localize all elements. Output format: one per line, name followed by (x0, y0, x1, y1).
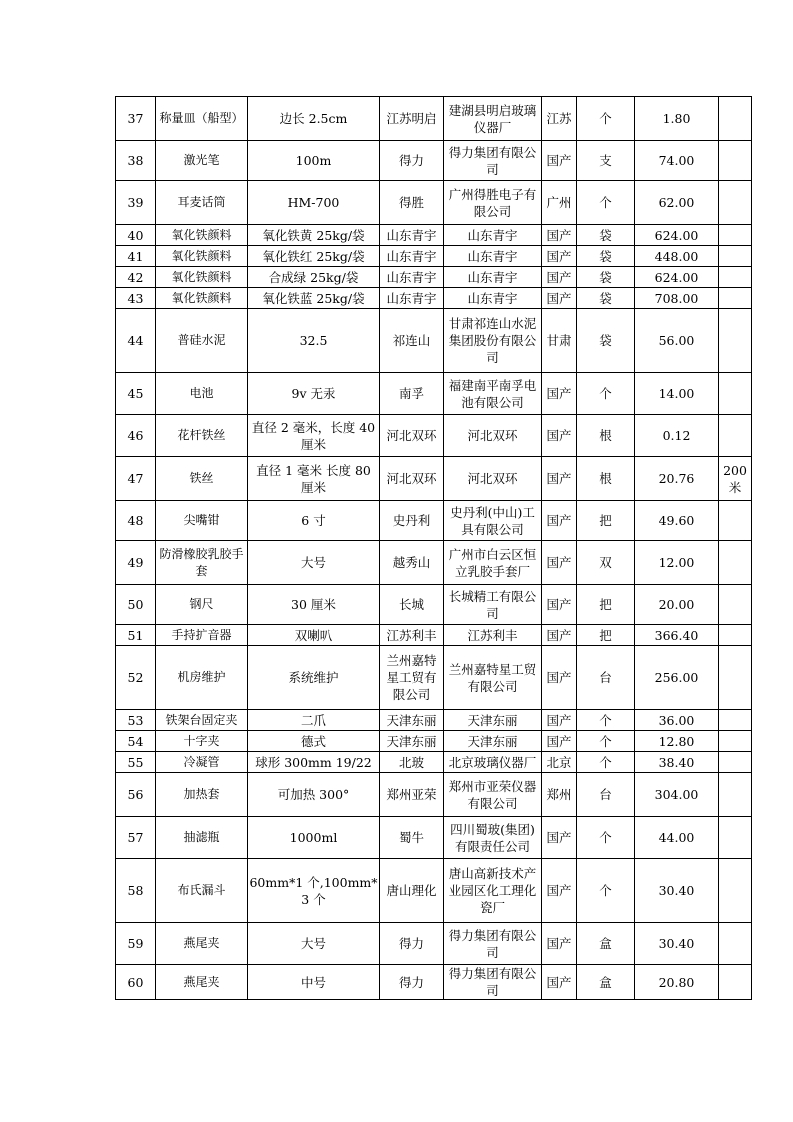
item-unit: 袋 (577, 267, 635, 288)
item-note (719, 859, 752, 923)
item-price: 304.00 (635, 773, 719, 817)
item-note (719, 267, 752, 288)
item-price: 56.00 (635, 309, 719, 373)
item-name: 称量皿（船型） (156, 97, 248, 141)
table-row (116, 415, 752, 457)
item-note (719, 773, 752, 817)
item-brand: 天津东丽 (380, 710, 444, 731)
item-origin: 国产 (542, 710, 577, 731)
row-number: 56 (116, 773, 156, 817)
item-unit: 把 (577, 625, 635, 646)
item-unit: 个 (577, 97, 635, 141)
item-maker: 福建南平南孚电池有限公司 (444, 373, 542, 415)
item-maker: 河北双环 (444, 415, 542, 457)
table-row (116, 246, 752, 267)
item-price: 624.00 (635, 267, 719, 288)
item-brand: 长城 (380, 585, 444, 625)
item-maker: 得力集团有限公司 (444, 141, 542, 181)
item-origin: 国产 (542, 859, 577, 923)
item-spec: 二爪 (248, 710, 380, 731)
item-name: 铁架台固定夹 (156, 710, 248, 731)
table-row (116, 731, 752, 752)
item-maker: 史丹利(中山)工具有限公司 (444, 501, 542, 541)
item-price: 20.80 (635, 965, 719, 1000)
item-price: 366.40 (635, 625, 719, 646)
item-name: 氧化铁颜料 (156, 246, 248, 267)
row-number: 60 (116, 965, 156, 1000)
item-note: 200米 (719, 457, 752, 501)
item-unit: 个 (577, 731, 635, 752)
table-row (116, 859, 752, 923)
table-row (116, 965, 752, 1000)
item-unit: 个 (577, 710, 635, 731)
item-name: 尖嘴钳 (156, 501, 248, 541)
table-row (116, 817, 752, 859)
item-spec: 边长 2.5cm (248, 97, 380, 141)
item-note (719, 373, 752, 415)
item-name: 冷凝管 (156, 752, 248, 773)
item-brand: 唐山理化 (380, 859, 444, 923)
item-unit: 个 (577, 752, 635, 773)
item-brand: 山东青宇 (380, 225, 444, 246)
item-brand: 得力 (380, 923, 444, 965)
item-unit: 个 (577, 373, 635, 415)
item-origin: 国产 (542, 457, 577, 501)
row-number: 46 (116, 415, 156, 457)
table-row (116, 923, 752, 965)
item-origin: 国产 (542, 965, 577, 1000)
item-unit: 个 (577, 817, 635, 859)
item-unit: 支 (577, 141, 635, 181)
item-name: 电池 (156, 373, 248, 415)
item-name: 耳麦话筒 (156, 181, 248, 225)
item-brand: 北玻 (380, 752, 444, 773)
item-note (719, 415, 752, 457)
item-maker: 兰州嘉特星工贸有限公司 (444, 646, 542, 710)
item-maker: 山东青宇 (444, 246, 542, 267)
item-name: 氧化铁颜料 (156, 225, 248, 246)
item-maker: 山东青宇 (444, 267, 542, 288)
item-spec: 直径 2 毫米，长度 40 厘米 (248, 415, 380, 457)
item-brand: 蜀牛 (380, 817, 444, 859)
item-brand: 得胜 (380, 181, 444, 225)
table-row (116, 773, 752, 817)
item-spec: 可加热 300° (248, 773, 380, 817)
item-price: 44.00 (635, 817, 719, 859)
item-note (719, 181, 752, 225)
row-number: 59 (116, 923, 156, 965)
table-row (116, 625, 752, 646)
item-note (719, 710, 752, 731)
item-spec: HM-700 (248, 181, 380, 225)
item-name: 花杆铁丝 (156, 415, 248, 457)
item-price: 20.00 (635, 585, 719, 625)
item-note (719, 141, 752, 181)
row-number: 37 (116, 97, 156, 141)
item-note (719, 246, 752, 267)
item-spec: 德式 (248, 731, 380, 752)
table-row (116, 181, 752, 225)
item-brand: 郑州亚荣 (380, 773, 444, 817)
item-price: 49.60 (635, 501, 719, 541)
product-table (115, 96, 752, 1000)
item-price: 36.00 (635, 710, 719, 731)
table-row (116, 373, 752, 415)
item-spec: 氧化铁黄 25kg/袋 (248, 225, 380, 246)
item-origin: 国产 (542, 246, 577, 267)
row-number: 55 (116, 752, 156, 773)
item-spec: 合成绿 25kg/袋 (248, 267, 380, 288)
row-number: 39 (116, 181, 156, 225)
item-brand: 河北双环 (380, 415, 444, 457)
item-origin: 国产 (542, 541, 577, 585)
item-note (719, 731, 752, 752)
item-origin: 国产 (542, 817, 577, 859)
item-maker: 河北双环 (444, 457, 542, 501)
row-number: 42 (116, 267, 156, 288)
item-origin: 国产 (542, 225, 577, 246)
item-maker: 江苏利丰 (444, 625, 542, 646)
row-number: 47 (116, 457, 156, 501)
item-brand: 山东青宇 (380, 288, 444, 309)
item-price: 30.40 (635, 923, 719, 965)
item-spec: 9v 无汞 (248, 373, 380, 415)
item-unit: 台 (577, 773, 635, 817)
item-origin: 国产 (542, 267, 577, 288)
row-number: 38 (116, 141, 156, 181)
item-price: 0.12 (635, 415, 719, 457)
item-maker: 唐山高新技术产业园区化工理化瓷厂 (444, 859, 542, 923)
item-name: 激光笔 (156, 141, 248, 181)
item-brand: 山东青宇 (380, 267, 444, 288)
item-unit: 袋 (577, 246, 635, 267)
item-spec: 1000ml (248, 817, 380, 859)
item-brand: 南孚 (380, 373, 444, 415)
item-name: 手持扩音器 (156, 625, 248, 646)
row-number: 51 (116, 625, 156, 646)
item-price: 12.00 (635, 541, 719, 585)
item-maker: 广州得胜电子有限公司 (444, 181, 542, 225)
table-row (116, 585, 752, 625)
item-origin: 国产 (542, 731, 577, 752)
item-origin: 国产 (542, 585, 577, 625)
item-maker: 甘肃祁连山水泥集团股份有限公司 (444, 309, 542, 373)
item-maker: 天津东丽 (444, 710, 542, 731)
item-price: 14.00 (635, 373, 719, 415)
item-maker: 建湖县明启玻璃仪器厂 (444, 97, 542, 141)
item-unit: 把 (577, 585, 635, 625)
item-spec: 大号 (248, 923, 380, 965)
item-unit: 根 (577, 415, 635, 457)
table-row (116, 267, 752, 288)
item-name: 十字夹 (156, 731, 248, 752)
item-name: 机房维护 (156, 646, 248, 710)
item-origin: 国产 (542, 288, 577, 309)
item-note (719, 625, 752, 646)
item-spec: 100m (248, 141, 380, 181)
item-spec: 系统维护 (248, 646, 380, 710)
item-price: 1.80 (635, 97, 719, 141)
item-note (719, 309, 752, 373)
item-unit: 袋 (577, 309, 635, 373)
item-origin: 国产 (542, 141, 577, 181)
row-number: 54 (116, 731, 156, 752)
item-spec: 氧化铁蓝 25kg/袋 (248, 288, 380, 309)
item-maker: 长城精工有限公司 (444, 585, 542, 625)
item-maker: 得力集团有限公司 (444, 965, 542, 1000)
item-note (719, 965, 752, 1000)
item-maker: 四川蜀玻(集团)有限责任公司 (444, 817, 542, 859)
table-row (116, 541, 752, 585)
item-unit: 袋 (577, 225, 635, 246)
table-row (116, 309, 752, 373)
item-unit: 袋 (577, 288, 635, 309)
item-spec: 球形 300mm 19/22 (248, 752, 380, 773)
row-number: 43 (116, 288, 156, 309)
item-spec: 6 寸 (248, 501, 380, 541)
item-name: 氧化铁颜料 (156, 288, 248, 309)
row-number: 40 (116, 225, 156, 246)
item-note (719, 541, 752, 585)
item-unit: 个 (577, 859, 635, 923)
item-brand: 史丹利 (380, 501, 444, 541)
item-name: 防滑橡胶乳胶手套 (156, 541, 248, 585)
item-unit: 双 (577, 541, 635, 585)
item-maker: 山东青宇 (444, 288, 542, 309)
item-note (719, 288, 752, 309)
item-name: 布氏漏斗 (156, 859, 248, 923)
item-brand: 祁连山 (380, 309, 444, 373)
item-brand: 江苏明启 (380, 97, 444, 141)
item-brand: 河北双环 (380, 457, 444, 501)
item-brand: 得力 (380, 141, 444, 181)
item-unit: 盒 (577, 923, 635, 965)
item-maker: 天津东丽 (444, 731, 542, 752)
table-row (116, 752, 752, 773)
item-price: 20.76 (635, 457, 719, 501)
row-number: 58 (116, 859, 156, 923)
row-number: 52 (116, 646, 156, 710)
table-row (116, 141, 752, 181)
table-row (116, 288, 752, 309)
item-spec: 60mm*1 个,100mm*3 个 (248, 859, 380, 923)
row-number: 45 (116, 373, 156, 415)
item-price: 708.00 (635, 288, 719, 309)
item-maker: 广州市白云区恒立乳胶手套厂 (444, 541, 542, 585)
item-spec: 氧化铁红 25kg/袋 (248, 246, 380, 267)
item-price: 448.00 (635, 246, 719, 267)
row-number: 44 (116, 309, 156, 373)
item-note (719, 817, 752, 859)
item-note (719, 225, 752, 246)
item-brand: 兰州嘉特星工贸有限公司 (380, 646, 444, 710)
item-brand: 山东青宇 (380, 246, 444, 267)
row-number: 57 (116, 817, 156, 859)
item-name: 普硅水泥 (156, 309, 248, 373)
item-price: 62.00 (635, 181, 719, 225)
table-row (116, 225, 752, 246)
row-number: 48 (116, 501, 156, 541)
item-origin: 国产 (542, 625, 577, 646)
item-price: 12.80 (635, 731, 719, 752)
item-origin: 江苏 (542, 97, 577, 141)
row-number: 41 (116, 246, 156, 267)
item-brand: 越秀山 (380, 541, 444, 585)
item-origin: 甘肃 (542, 309, 577, 373)
item-origin: 国产 (542, 373, 577, 415)
item-origin: 广州 (542, 181, 577, 225)
table-row (116, 646, 752, 710)
item-origin: 国产 (542, 501, 577, 541)
item-unit: 盒 (577, 965, 635, 1000)
item-unit: 根 (577, 457, 635, 501)
item-note (719, 646, 752, 710)
item-spec: 双喇叭 (248, 625, 380, 646)
table-row (116, 457, 752, 501)
item-name: 燕尾夹 (156, 965, 248, 1000)
item-note (719, 923, 752, 965)
item-maker: 北京玻璃仪器厂 (444, 752, 542, 773)
item-price: 38.40 (635, 752, 719, 773)
item-spec: 30 厘米 (248, 585, 380, 625)
item-origin: 北京 (542, 752, 577, 773)
item-origin: 国产 (542, 646, 577, 710)
item-name: 抽滤瓶 (156, 817, 248, 859)
item-name: 钢尺 (156, 585, 248, 625)
row-number: 49 (116, 541, 156, 585)
item-brand: 江苏利丰 (380, 625, 444, 646)
item-name: 燕尾夹 (156, 923, 248, 965)
item-unit: 台 (577, 646, 635, 710)
item-origin: 国产 (542, 923, 577, 965)
item-spec: 大号 (248, 541, 380, 585)
item-note (719, 97, 752, 141)
item-maker: 得力集团有限公司 (444, 923, 542, 965)
item-brand: 天津东丽 (380, 731, 444, 752)
item-name: 加热套 (156, 773, 248, 817)
item-note (719, 752, 752, 773)
item-note (719, 585, 752, 625)
item-origin: 国产 (542, 415, 577, 457)
item-note (719, 501, 752, 541)
row-number: 53 (116, 710, 156, 731)
table-row (116, 501, 752, 541)
item-price: 30.40 (635, 859, 719, 923)
table-row (116, 710, 752, 731)
item-name: 铁丝 (156, 457, 248, 501)
item-origin: 郑州 (542, 773, 577, 817)
item-unit: 把 (577, 501, 635, 541)
item-name: 氧化铁颜料 (156, 267, 248, 288)
item-price: 624.00 (635, 225, 719, 246)
table-row (116, 97, 752, 141)
item-spec: 32.5 (248, 309, 380, 373)
item-spec: 中号 (248, 965, 380, 1000)
item-spec: 直径 1 毫米 长度 80 厘米 (248, 457, 380, 501)
item-maker: 郑州市亚荣仪器有限公司 (444, 773, 542, 817)
item-price: 256.00 (635, 646, 719, 710)
table-body (116, 97, 752, 1000)
item-price: 74.00 (635, 141, 719, 181)
row-number: 50 (116, 585, 156, 625)
item-unit: 个 (577, 181, 635, 225)
item-maker: 山东青宇 (444, 225, 542, 246)
item-brand: 得力 (380, 965, 444, 1000)
